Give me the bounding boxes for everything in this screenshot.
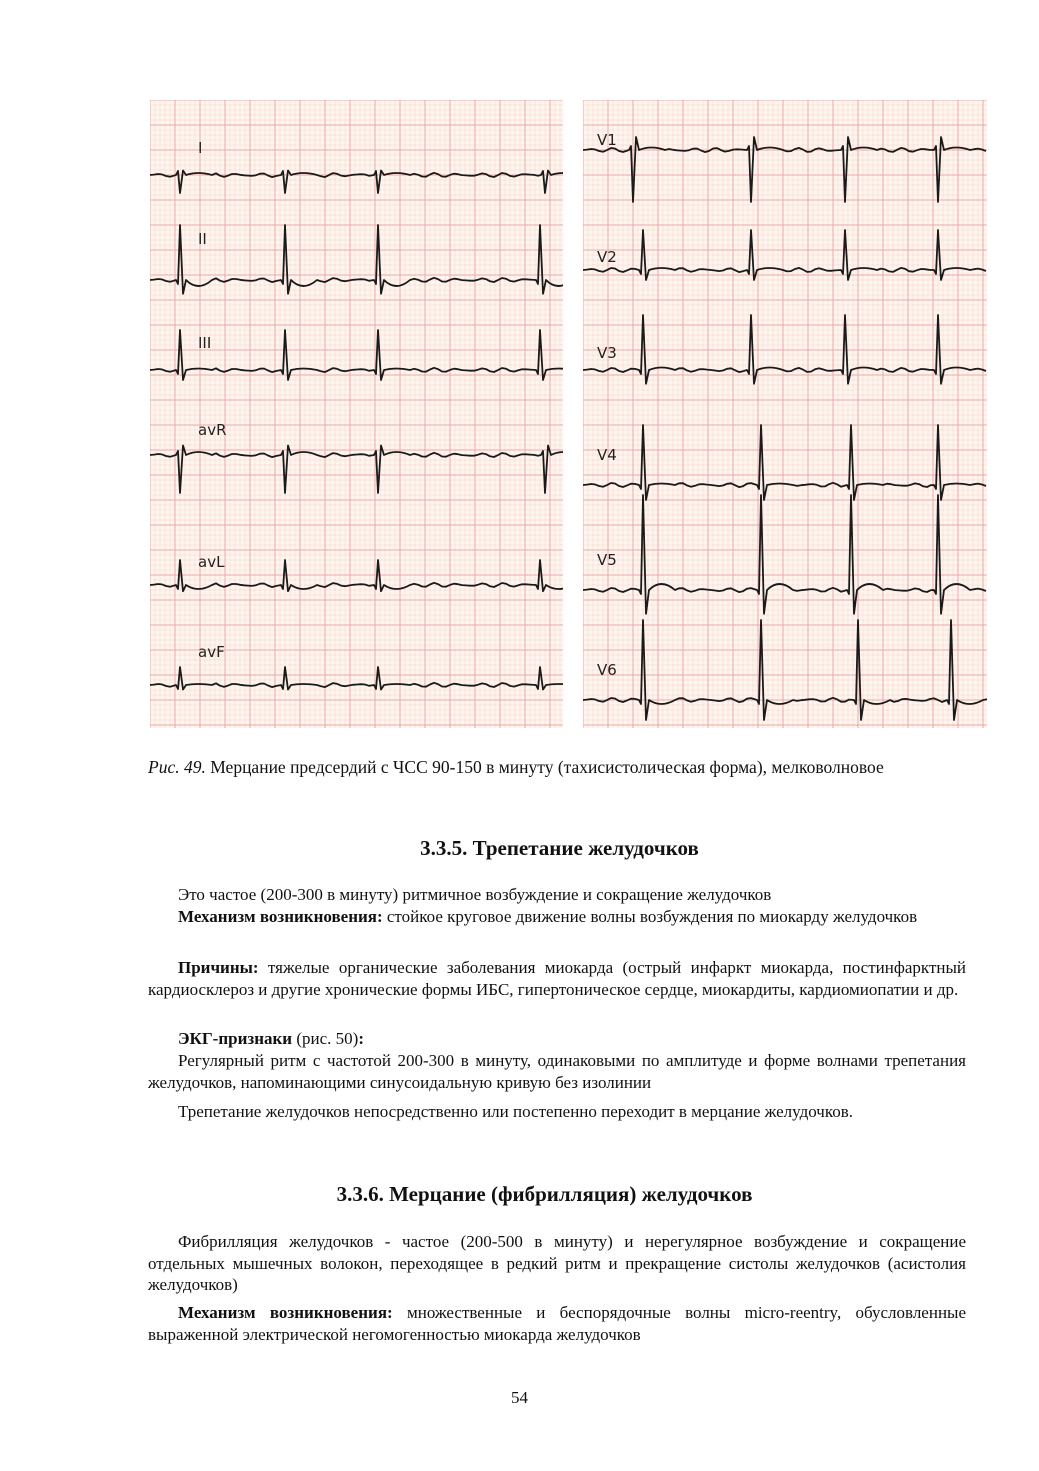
ecg-lead-label: V2 — [597, 248, 617, 266]
paragraph-causes — [148, 957, 966, 1000]
figure-caption-label: Рис. 49. — [148, 757, 206, 777]
ecg-left-svg — [150, 100, 563, 728]
ecg-right-panel — [583, 100, 987, 728]
paragraph-definition: Это частое (200-300 в минуту) ритмичное возбуждение и сокращение желудочков — [178, 885, 772, 904]
fibrillation-mechanism-label: Механизм возникновения: — [178, 1303, 393, 1322]
ecg-lead-label: V4 — [597, 446, 617, 464]
ecg-lead-label: I — [198, 139, 203, 157]
page-number: 54 — [511, 1388, 528, 1407]
ecg-signs-colon: : — [358, 1029, 364, 1048]
ecg-lead-label: avL — [198, 553, 225, 571]
paragraph-fibrillation: Фибрилляция желудочков - частое (200-500 в минуту) и нерегулярное возбуждение и сокращение отдельных мышечных волокон, переходящее в редкий ритм и прекращение систолы желудочков (асистолия желудочков) — [148, 1232, 966, 1294]
ecg-paper — [150, 100, 563, 728]
section-heading-3-3-5: 3.3.5. Трепетание желудочков — [420, 836, 699, 860]
ecg-signs-ref: (рис. 50) — [292, 1029, 359, 1048]
ecg-lead-label: II — [198, 230, 207, 248]
causes-text: тяжелые органические заболевания миокарда (острый инфаркт миокарда, постинфарктный кардиосклероз и другие хронические формы ИБС, гипертоническое сердце, миокардиты, кардиомиопатии и др. — [148, 958, 966, 999]
fibrillation-mechanism-text: множественные и беспорядочные волны micro-reentry, обусловленные выраженной электрической негомогенностью миокарда желудочков — [148, 1303, 967, 1344]
ecg-lead-label: avR — [198, 421, 227, 439]
paragraph-mechanism — [148, 906, 966, 928]
ecg-lead-label: V1 — [597, 131, 617, 149]
paragraph-ecg-signs — [148, 1028, 966, 1050]
ecg-lead-label: V5 — [597, 551, 617, 569]
paragraph-fibrillation-mechanism — [148, 1302, 966, 1345]
mechanism-label: Механизм возникновения: — [178, 907, 383, 926]
ecg-signs-label: ЭКГ-признаки — [178, 1029, 293, 1048]
paragraph-rhythm: Регулярный ритм с частотой 200-300 в минуту, одинаковыми по амплитуде и форме волнами трепетания желудочков, напоминающими синусоидальную кривую без изолинии — [148, 1051, 966, 1092]
ecg-right-svg — [583, 100, 987, 728]
ecg-lead-label: III — [198, 334, 212, 352]
ecg-lead-label: V3 — [597, 344, 617, 362]
causes-label: Причины: — [178, 958, 259, 977]
ecg-left-panel — [150, 100, 563, 728]
paragraph-transition: Трепетание желудочков непосредственно или постепенно переходит в мерцание желудочков. — [178, 1102, 854, 1121]
ecg-lead-label: V6 — [597, 661, 617, 679]
ecg-lead-label: avF — [198, 643, 225, 661]
mechanism-text: стойкое круговое движение волны возбуждения по миокарду желудочков — [382, 907, 918, 926]
section-heading-3-3-6: 3.3.6. Мерцание (фибрилляция) желудочков — [336, 1182, 753, 1206]
figure-caption — [148, 756, 988, 778]
figure-caption-text: Мерцание предсердий с ЧСС 90-150 в минуту (тахисистолическая форма), мелковолновое — [205, 757, 884, 777]
